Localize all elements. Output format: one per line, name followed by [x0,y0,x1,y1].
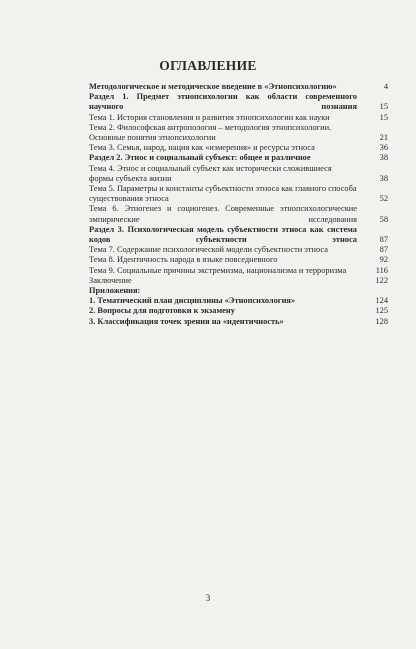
toc-entry-page: 38 [379,153,388,163]
toc-entry [89,92,388,112]
toc-entry [89,184,388,204]
toc-entry [89,265,388,276]
appendix-entry-text: 2. Вопросы для подготовки к экзамену [89,306,235,316]
toc-entry-page: 122 [375,275,388,285]
appendix-entry-page: 125 [375,306,388,316]
toc-entry [89,224,388,245]
toc-entry [89,82,388,92]
toc-entry-text: Раздел 2. Этнос и социальный субъект: общее и различное [89,153,311,163]
toc-entry-page: 21 [379,133,388,143]
toc-entry-page: 92 [379,255,388,265]
toc-entry [89,122,388,143]
appendix-entry [89,316,388,327]
toc-entry-text: Раздел 1. Предмет этнопсихологии как области современного научного познания [89,92,357,112]
appendix-entry [89,306,388,316]
toc-entry-text: Тема 2. Философская антропология – методология этнопсихологии. Основные понятия этнопсихологии [89,122,332,143]
appendix-label-text: Приложения: [89,286,141,296]
appendix-items [89,296,388,306]
toc-entry-page: 87 [379,245,388,255]
toc-entry-text: Тема 8. Идентичность народа в языке повседневного [89,255,278,265]
toc-entry [89,153,388,163]
appendix-entry-text: 3. Классификация точек зрения на «идентичность» [89,316,284,326]
toc-entry [89,112,388,123]
table-of-contents [89,82,388,327]
toc-entry-page: 15 [379,102,388,112]
toc-entry-text: Тема 9. Социальные причины экстремизма, национализма и терроризма [89,265,347,275]
toc-entry-text: Тема 1. История становления и развития этнопсихологии как науки [89,112,330,122]
toc-entry-text: Методологическое и методическое введение в «Этнопсихологию» [89,82,337,91]
toc-entry-page: 52 [379,194,388,204]
toc-entry-page: 36 [379,143,388,153]
toc-entry [89,275,388,286]
toc-entry-text: Раздел 3. Психологическая модель субъектности этноса как система кодов субъектности этноса [89,224,357,245]
appendix-entry-page: 124 [375,296,388,306]
appendix-entry-page: 128 [375,316,388,326]
page-number: 3 [205,593,211,603]
toc-entry [89,163,388,184]
toc-entry-page: 4 [383,82,388,91]
toc-entry [89,143,388,153]
toc-entry-page: 38 [379,173,388,183]
toc-entry-page: 87 [379,235,388,245]
toc-entry-page: 15 [379,112,388,122]
toc-entry [89,255,388,265]
appendix-label [89,286,361,296]
appendix-entry-text: 1. Тематический план дисциплины «Этнопсихология» [89,296,296,306]
toc-entry-text: Тема 3. Семья, народ, нация как «измерения» и ресурсы этноса [89,143,315,153]
toc-entry-page: 116 [375,265,388,275]
toc-entry-text: Тема 5. Параметры и константы субъектности этноса как главного способа существования этноса [89,184,357,204]
toc-entry-text: Тема 4. Этнос и социальный субъект как исторически сложившиеся формы субъекта жизни [89,163,332,183]
toc-entry-text: Тема 7. Содержание психологической модели субъектности этноса [89,245,328,255]
toc-entry [89,204,388,224]
toc-heading: ОГЛАВЛЕНИЕ [159,58,257,73]
toc-entry-page: 58 [379,214,388,224]
toc-entry-text: Тема 6. Этногенез и социогенез. Современные этнопсихологические эмпирические исследования [89,204,357,224]
toc-entry [89,245,388,255]
toc-entry-text: Заключение [89,275,132,285]
